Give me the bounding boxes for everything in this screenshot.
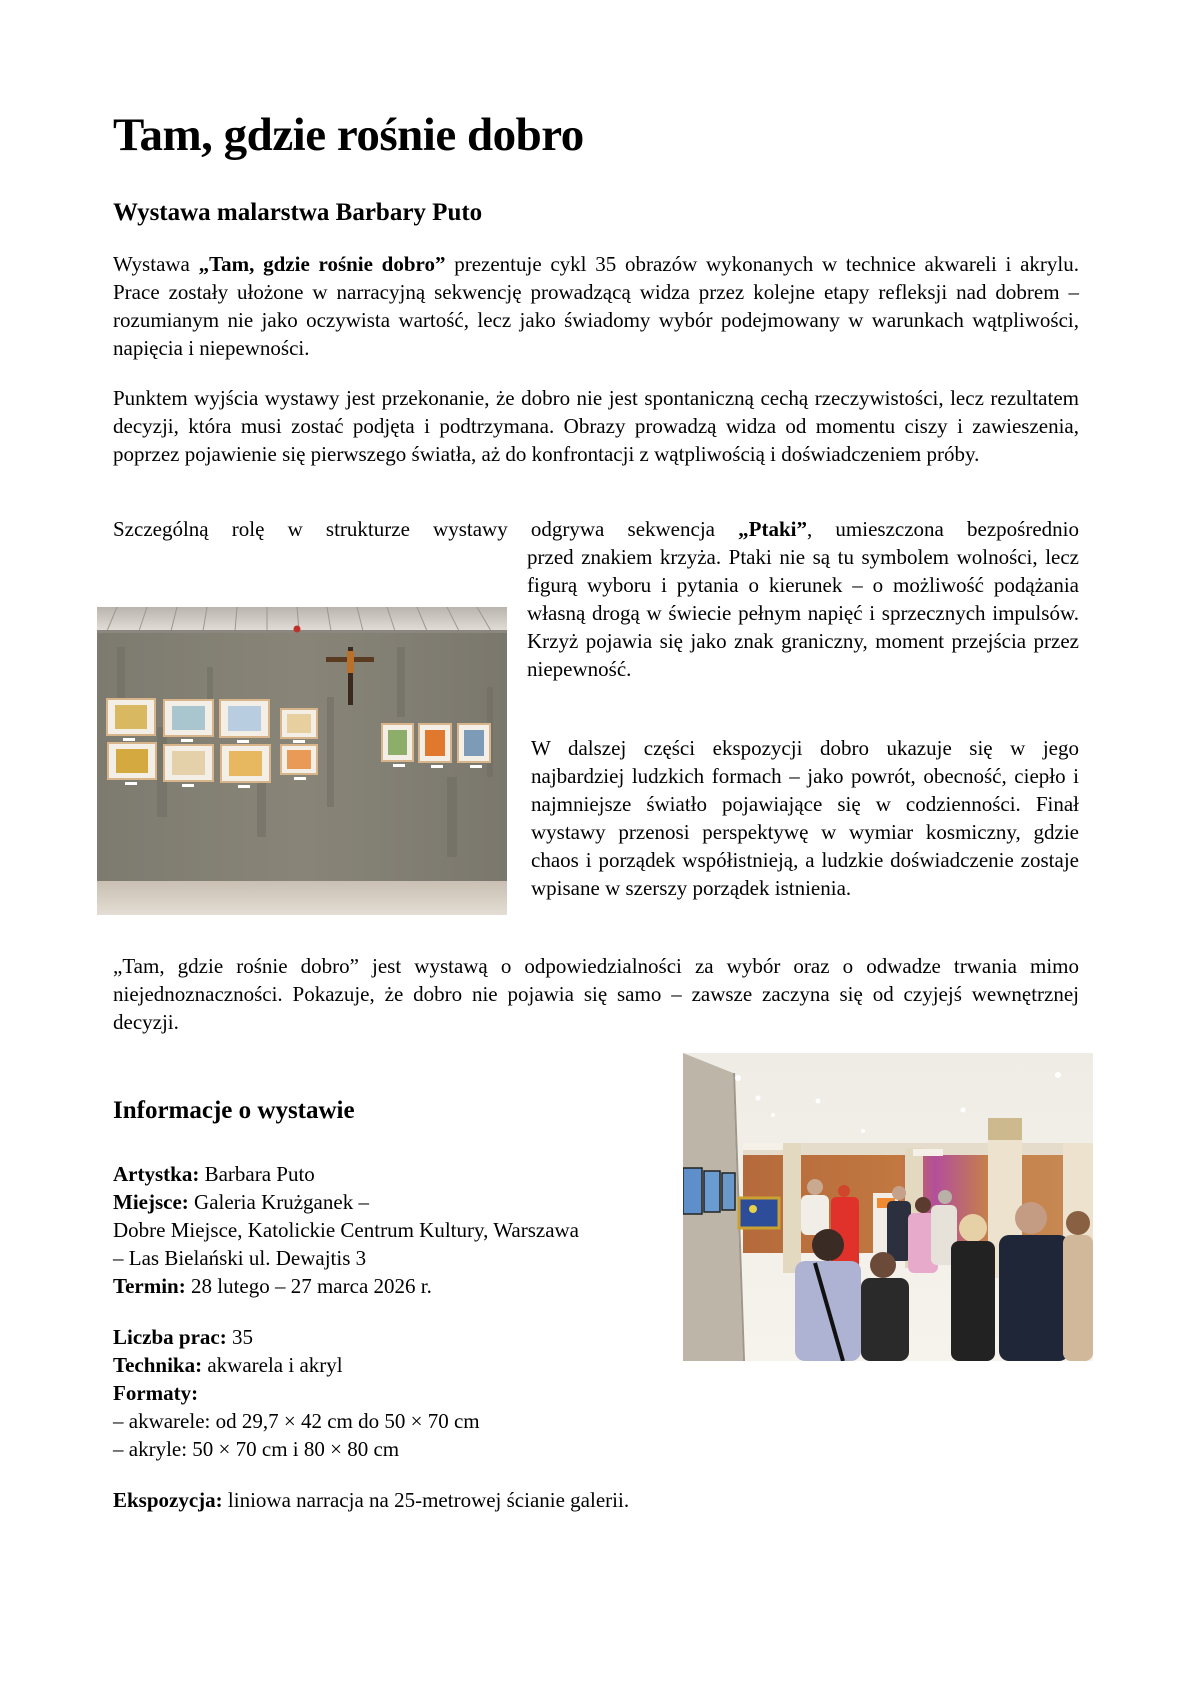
- paragraph-birds-line1: Szczególną rolę w strukturze wystawy odgrywa sekwencja „Ptaki”, umieszczona bezpośrednio: [113, 517, 1079, 541]
- opening-event-photo: [683, 1053, 1093, 1361]
- exhibition-details-block: [113, 1323, 480, 1463]
- info-place-line3: – Las Bielański ul. Dewajtis 3: [113, 1246, 367, 1270]
- info-format-watercolor: – akwarele: od 29,7 × 42 cm do 50 × 70 cm: [113, 1409, 480, 1433]
- paragraph-birds-sequence: przed znakiem krzyża. Ptaki nie są tu symbolem wolności, lecz figurą wyboru i pytania o kierunek – o możliwość podążania własną drogą w świecie pełnym napięć i sprzecznych impulsów. Krzyż pojawia się jako znak graniczny, moment przejścia przez niepewność.: [527, 545, 1079, 681]
- page-subtitle: Wystawa malarstwa Barbary Puto: [113, 199, 483, 226]
- info-format-acrylic: – akryle: 50 × 70 cm i 80 × 80 cm: [113, 1437, 400, 1461]
- info-heading: Informacje o wystawie: [113, 1097, 355, 1124]
- info-technique: Technika: akwarela i akryl: [113, 1353, 343, 1377]
- info-place-line2: Dobre Miejsce, Katolickie Centrum Kultury, Warszawa: [113, 1218, 579, 1242]
- exhibition-exposition: Ekspozycja: liniowa narracja na 25-metrowej ścianie galerii.: [113, 1488, 630, 1512]
- paragraph-starting-point: Punktem wyjścia wystawy jest przekonanie, że dobro nie jest spontaniczną cechą rzeczywistości, lecz rezultatem decyzji, która musi zostać podjęta i podtrzymana. Obrazy prowadzą widza od momentu ciszy i zawieszenia, poprzez pojawienie się pierwszego światła, aż do konfrontacji z wątpliwością i doświadczeniem próby.: [113, 386, 1079, 466]
- gallery-wall-photo: [97, 607, 507, 915]
- info-place: Miejsce: Galeria Krużganek –: [113, 1190, 369, 1214]
- paragraph-conclusion: „Tam, gdzie rośnie dobro” jest wystawą o odpowiedzialności za wybór oraz o odwadze trwania mimo niejednoznaczności. Pokazuje, że dobro nie pojawia się samo – zawsze zaczyna się od czyjejś wewnętrznej decyzji.: [113, 954, 1079, 1034]
- info-artist: Artystka: Barbara Puto: [113, 1162, 315, 1186]
- page-title: Tam, gdzie rośnie dobro: [113, 109, 584, 161]
- info-count: Liczba prac: 35: [113, 1325, 253, 1349]
- exhibition-info-block: [113, 1160, 579, 1300]
- info-formats-label: Formaty:: [113, 1381, 199, 1405]
- birds-sequence-bold: „Ptaki”: [738, 517, 807, 541]
- paragraph-intro: Wystawa „Tam, gdzie rośnie dobro” prezentuje cykl 35 obrazów wykonanych w technice akwareli i akrylu. Prace zostały ułożone w narracyjną sekwencję prowadzącą widza przez kolejne etapy refleksji nad dobrem – rozumianym nie jako oczywista wartość, lecz jako świadomy wybór podejmowany w warunkach wątpliwości, napięcia i niepewności.: [113, 252, 1079, 360]
- paragraph-human-forms: W dalszej części ekspozycji dobro ukazuje się w jego najbardziej ludzkich formach – jako powrót, obecność, ciepło i najmniejsze światło pojawiające się w codzienności. Finał wystawy przenosi perspektywę w wymiar kosmiczny, gdzie chaos i porządek współistnieją, a ludzkie doświadczenie zostaje wpisane w szerszy porządek istnienia.: [531, 736, 1079, 900]
- exhibition-title-bold: „Tam, gdzie rośnie dobro”: [198, 252, 446, 276]
- info-term: Termin: 28 lutego – 27 marca 2026 r.: [113, 1274, 432, 1298]
